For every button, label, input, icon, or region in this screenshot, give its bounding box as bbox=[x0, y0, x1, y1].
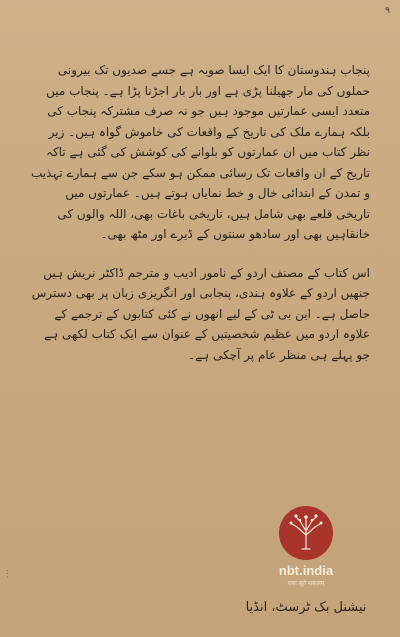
logo-tagline: एकः सूते सकलम् bbox=[287, 580, 325, 587]
blurb-text bbox=[28, 60, 370, 383]
page-number: ۹ bbox=[385, 6, 390, 16]
paragraph-1: پنجاب ہندوستان کا ایک ایسا صوبہ ہے جسے صدیوں تک بیرونی حملوں کی مار جھیلنا پڑی ہے اور بار بار اجڑنا پڑا ہے۔ پنجاب میں متعدد ایسی عمارتیں موجود ہیں جو نہ صرف مشترکہ پنجاب کی بلکہ ہمارے ملک کی تاریخ کے واقعات کی خاموش گواہ ہیں۔ زیر نظر کتاب میں ان عمارتوں کو بلوانے کی کوشش کی گئی ہے تاکہ تاریخ کے ان واقعات تک رسائی ممکن ہو سکے جن سے ہمارے تہذیب و تمدن کے ابتدائی خال و خط نمایاں ہوتے ہیں۔ عمارتوں میں تاریخی قلعے بھی شامل ہیں، تاریخی باغات بھی، اللہ والوں کی خانقاہیں بھی اور سادھو سنتوں کے ڈیرے اور مٹھ بھی۔ bbox=[30, 63, 370, 241]
publisher-name: نیشنل بک ٹرسٹ، انڈیا bbox=[245, 600, 367, 615]
paragraph-2: اس کتاب کے مصنف اردو کے نامور ادیب و مترجم ڈاکٹر نریش ہیں جنھیں اردو کے علاوہ ہندی، پنجابی اور انگریزی زبان پر بھی دسترس حاصل ہے۔ این بی ٹی کے لیے انھوں نے کئی کتابوں کے ترجمے کے علاوہ اردو میں عظیم شخصیتیں کے عنوان سے ایک کتاب لکھی ہے جو پہلے ہی منظر عام پر آچکی ہے۔ bbox=[31, 265, 370, 362]
nbt-logo bbox=[254, 505, 358, 587]
isbn-spine-text: ... bbox=[2, 568, 10, 578]
tree-logo-icon bbox=[278, 505, 334, 561]
logo-name: nbt.india bbox=[278, 563, 334, 578]
